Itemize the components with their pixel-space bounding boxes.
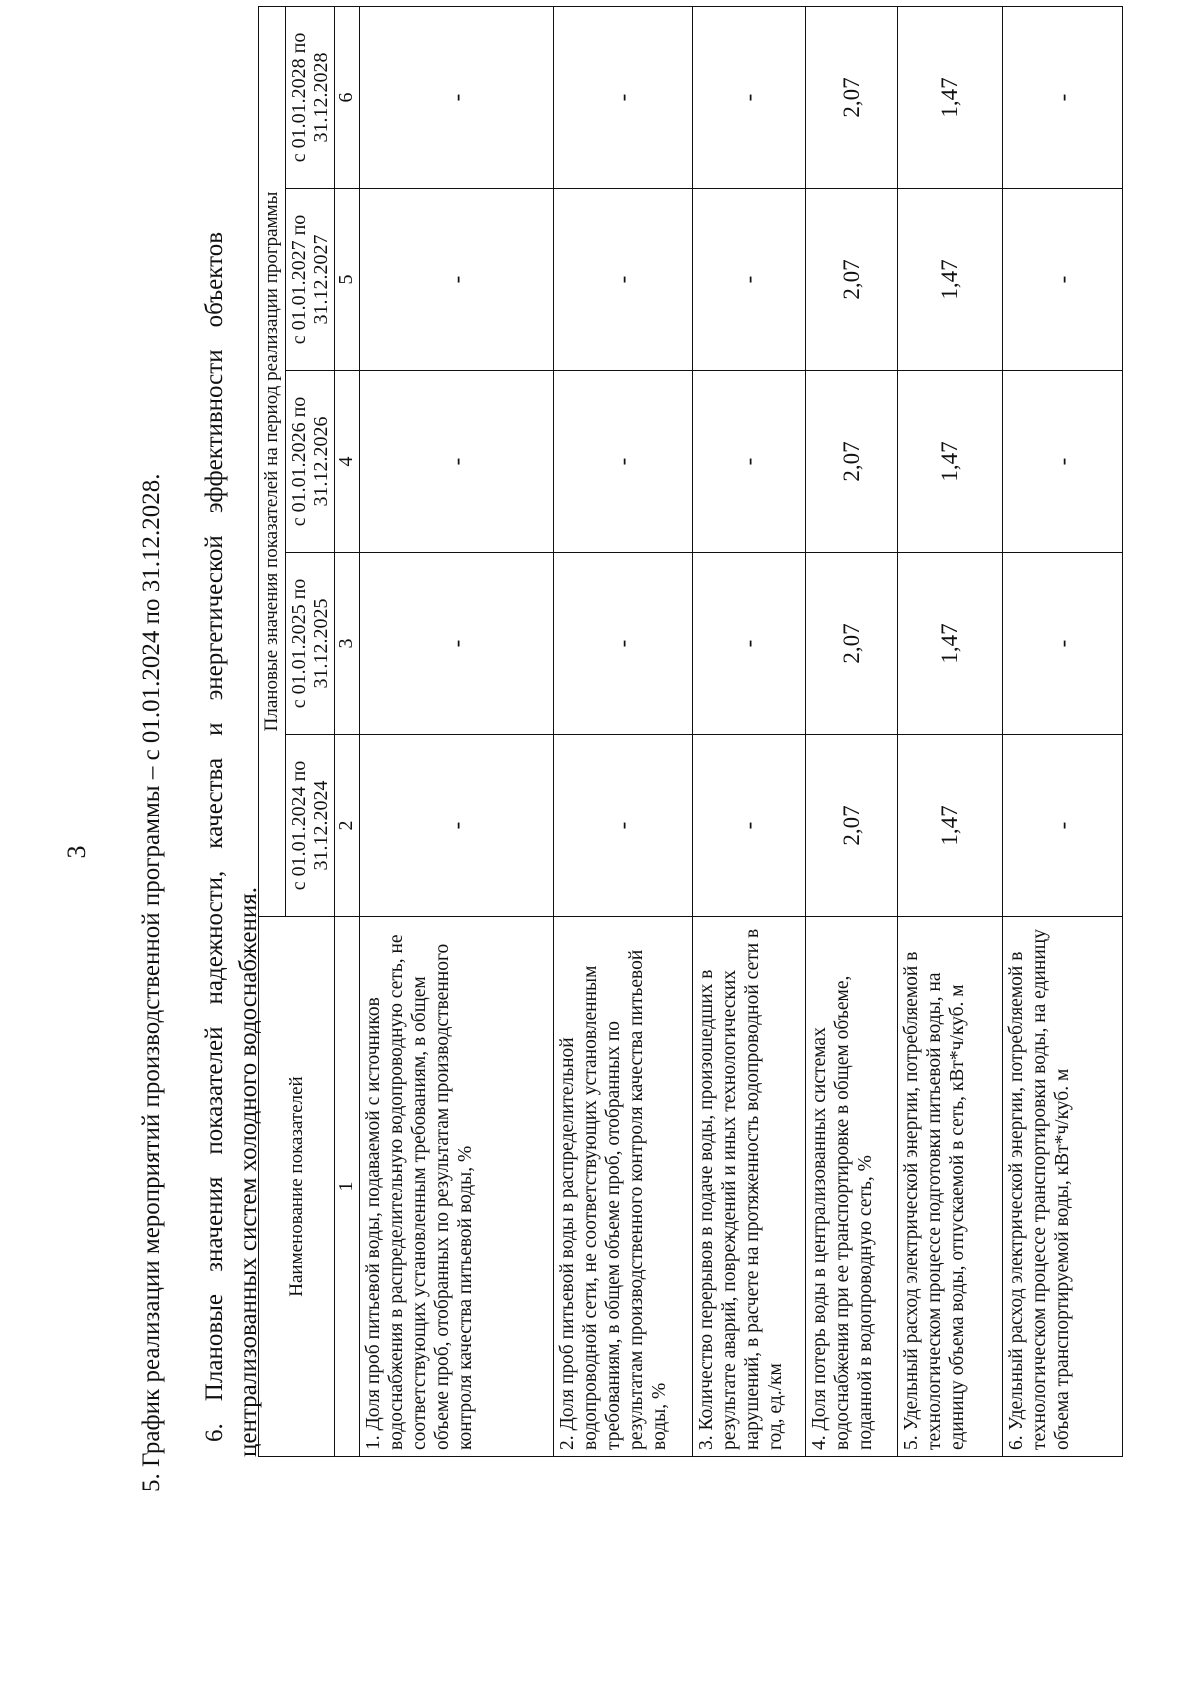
indicator-value: -: [1003, 371, 1123, 553]
indicator-value: -: [360, 553, 554, 735]
table-header-row: [259, 6, 286, 1456]
indicator-value: -: [1003, 553, 1123, 735]
indicator-value: 1,47: [898, 735, 1003, 917]
indicator-value: -: [693, 553, 806, 735]
indicator-value: -: [1003, 6, 1123, 188]
heading-word: качества: [201, 757, 228, 849]
heading-word: показателей: [201, 1026, 228, 1155]
indicator-value: -: [693, 371, 806, 553]
indicator-name: 5. Удельный расход электрической энергии, потребляемой в технологическом процессе подготовки питьевой воды, на единицу объема воды, отпускаемой в сеть, кВт*ч/куб. м: [898, 917, 1003, 1457]
indicator-value: -: [360, 189, 554, 371]
indicator-value: 1,47: [898, 553, 1003, 735]
table-row: [1003, 6, 1123, 1456]
section-6-heading-line1: [198, 232, 232, 1457]
indicator-name: 2. Доля проб питьевой воды в распределительной водопроводной сети, не соответствующих установленным требованиям, в общем объеме проб, отобранных по результатам производственного контроля качества питьевой воды, %: [554, 917, 693, 1457]
column-number: 2: [335, 735, 360, 917]
indicator-name: 6. Удельный расход электрической энергии, потребляемой в технологическом процессе транспортировки воды, на единицу объема транспортируемой воды, кВт*ч/куб. м: [1003, 917, 1123, 1457]
indicator-value: 2,07: [806, 735, 898, 917]
indicator-value: 1,47: [898, 371, 1003, 553]
heading-word: значения: [201, 1176, 228, 1272]
section-5-heading: 5. График реализации мероприятий производственной программы – с 01.01.2024 по 31.12.2028.: [138, 473, 165, 1492]
heading-word: объектов: [201, 232, 228, 328]
column-number: 5: [335, 189, 360, 371]
heading-word: 6.: [201, 1423, 228, 1442]
heading-word: Плановые: [201, 1293, 228, 1402]
indicator-value: 1,47: [898, 6, 1003, 188]
table-row: [806, 6, 898, 1456]
indicator-value: 2,07: [806, 553, 898, 735]
indicator-value: -: [693, 189, 806, 371]
table-row: [360, 6, 554, 1456]
heading-word: и: [201, 722, 228, 736]
period-group-header: Плановые значения показателей на период реализации программы: [259, 6, 286, 916]
page-number: 3: [62, 845, 91, 859]
column-number: 1: [335, 917, 360, 1457]
indicator-value: -: [693, 735, 806, 917]
column-number-row: [335, 6, 360, 1456]
indicator-value: -: [1003, 189, 1123, 371]
indicator-name: 1. Доля проб питьевой воды, подаваемой с источников водоснабжения в распределительную водопроводную сеть, не соответствующих установленным требованиям, в общем объеме проб, отобранных по результатам производственного контроля качества питьевой воды, %: [360, 917, 554, 1457]
indicator-value: 2,07: [806, 6, 898, 188]
indicator-value: -: [554, 371, 693, 553]
table-row: [554, 6, 693, 1456]
indicator-value: -: [360, 735, 554, 917]
indicator-value: -: [554, 189, 693, 371]
period-header: с 01.01.2027 по 31.12.2027: [286, 189, 335, 371]
indicator-value: -: [554, 6, 693, 188]
indicator-name: 4. Доля потерь воды в централизованных системах водоснабжения при ее транспортировке в общем объеме, поданной в водопроводную сеть, %: [806, 917, 898, 1457]
period-header: с 01.01.2025 по 31.12.2025: [286, 553, 335, 735]
indicators-table: [258, 6, 1123, 1457]
heading-word: надежности,: [201, 870, 228, 1005]
indicator-value: 2,07: [806, 189, 898, 371]
column-number: 3: [335, 553, 360, 735]
indicator-value: -: [554, 735, 693, 917]
section-6-heading-line2: централизованных систем холодного водоснабжения.: [235, 887, 262, 1457]
indicator-name: 3. Количество перерывов в подаче воды, произошедших в результате аварий, повреждений и иных технологических нарушений, в расчете на протяженность водопроводной сети в год, ед./км: [693, 917, 806, 1457]
heading-word: энергетической: [201, 535, 228, 701]
heading-word: эффективности: [201, 349, 228, 514]
indicator-value: 1,47: [898, 189, 1003, 371]
indicator-value: 2,07: [806, 371, 898, 553]
indicator-value: -: [1003, 735, 1123, 917]
indicator-value: -: [554, 553, 693, 735]
period-header: с 01.01.2024 по 31.12.2024: [286, 735, 335, 917]
indicator-value: -: [693, 6, 806, 188]
column-number: 4: [335, 371, 360, 553]
section-6-heading: [198, 7, 266, 1457]
period-header: с 01.01.2028 по 31.12.2028: [286, 6, 335, 188]
period-header: с 01.01.2026 по 31.12.2026: [286, 371, 335, 553]
indicator-value: -: [360, 6, 554, 188]
column-number: 6: [335, 6, 360, 188]
name-column-header: Наименование показателей: [259, 917, 335, 1457]
indicator-value: -: [360, 371, 554, 553]
table-row: [898, 6, 1003, 1456]
table-row: [693, 6, 806, 1456]
